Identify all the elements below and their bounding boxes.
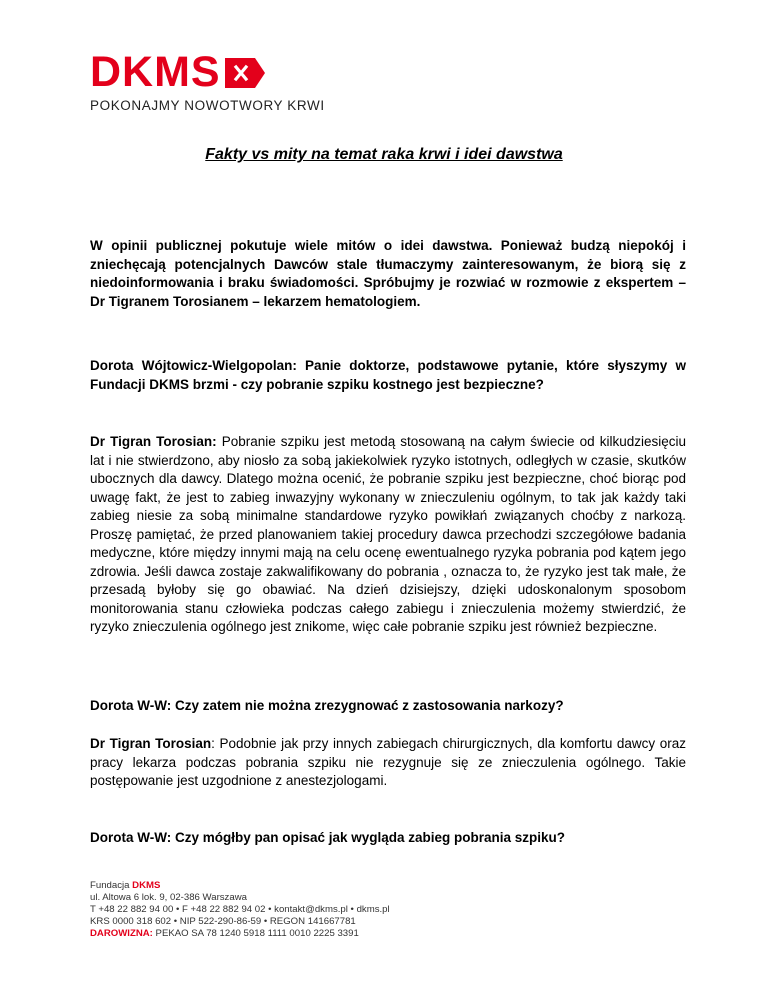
answer-2 [90,735,686,791]
intro-paragraph: W opinii publicznej pokutuje wiele mitów o idei dawstwa. Ponieważ budzą niepokój i zniechęcają potencjalnych Dawców stale tłumaczymy zainteresowanym, że biorą się z niedoinformowania i braku świadomości. Spróbujmy je rozwiać w rozmowie z ekspertem – Dr Tigranem Torosianem – lekarzem hematologiem. [90,238,686,309]
footer-donation-label: DAROWIZNA: [90,928,153,939]
answer-1-speaker: Dr Tigran Torosian: [90,434,217,449]
footer-donation [90,928,390,940]
page-title: Fakty vs mity na temat raka krwi i idei dawstwa [205,146,563,163]
question-3: Dorota W-W: Czy mógłby pan opisać jak wygląda zabieg pobrania szpiku? [90,830,566,845]
footer-address: ul. Altowa 6 lok. 9, 02-386 Warszawa [90,892,247,903]
answer-1 [90,433,686,637]
answer-2-speaker: Dr Tigran Torosian [90,736,212,751]
footer-org-name: DKMS [132,880,161,891]
answer-2-text: : Podobnie jak przy innych zabiegach chirurgicznych, dla komfortu dawcy oraz pracy lekarza podczas pobrania szpiku nie rezygnuje się ze znieczulenia ogólnego. Takie postępowanie jest uzgodnione z anestezjologami. [90,736,686,788]
footer-org [90,880,390,892]
logo-tagline: POKONAJMY NOWOTWORY KRWI [90,98,325,113]
footer [90,880,390,940]
footer-contact: T +48 22 882 94 00 • F +48 22 882 94 02 • kontakt@dkms.pl • dkms.pl [90,904,390,915]
footer-registry: KRS 0000 318 602 • NIP 522-290-86-59 • REGON 141667781 [90,916,356,927]
footer-org-prefix: Fundacja [90,880,133,891]
answer-1-text: Pobranie szpiku jest metodą stosowaną na całym świecie od kilkudziesięciu lat i nie stwierdzono, aby niosło za sobą jakiekolwiek ryzyko istotnych, odległych w czasie, skutków ubocznych dla dawcy. Dlatego można ocenić, że pobranie szpiku jest bezpieczne, choć biorąc pod uwagę fakt, że jest to zabieg inwazyjny wykonany w znieczuleniu ogólnym, to tak jak każdy taki zabieg niesie za sobą minimalne standardowe ryzyko powikłań związanych choćby z narkozą. Proszę pamiętać, że przed planowaniem takiej procedury dawca przechodzi szczegółowe badania medyczne, które między innymi mają na celu ocenę ewentualnego ryzyka pobrania pod kątem jego zdrowia. Jeśli dawca zostaje zakwalifikowany do pobrania , oznacza to, że ryzyko jest tak małe, że przesadą byłoby się go obawiać. Na dzień dzisiejszy, dzięki udoskonalonym sposobom monitorowania stanu człowieka podczas całego zabiegu i znieczulenia możemy stwierdzić, że ryzyko znieczulenia ogólnego jest znikome, więc całe pobranie szpiku jest również bezpieczne. [90,434,686,634]
question-2: Dorota W-W: Czy zatem nie można zrezygnować z zastosowania narkozy? [90,698,564,713]
footer-donation-account: PEKAO SA 78 1240 5918 1111 0010 2225 3391 [152,928,359,939]
logo-wordmark: DKMS [90,48,221,96]
dkms-logo [90,48,325,113]
logo-x-icon [225,58,265,86]
question-1: Dorota Wójtowicz-Wielgopolan: Panie doktorze, podstawowe pytanie, które słyszymy w Fundacji DKMS brzmi - czy pobranie szpiku kostnego jest bezpieczne? [90,358,686,392]
